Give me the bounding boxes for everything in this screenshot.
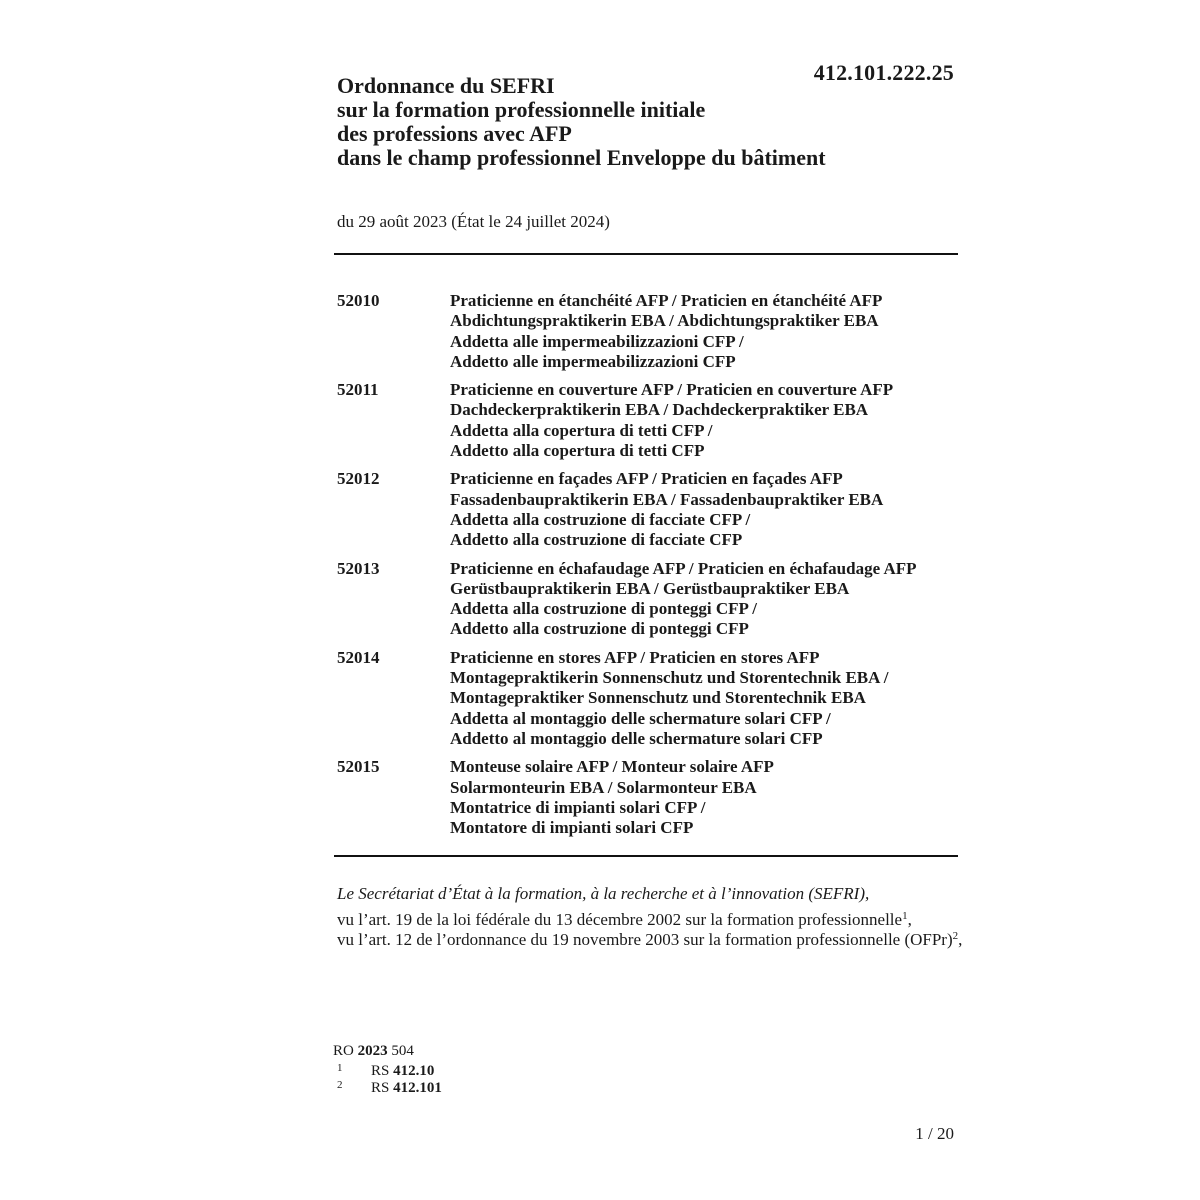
profession-name-line: Addetta alla costruzione di facciate CFP / [450, 509, 751, 529]
profession-names [450, 648, 888, 749]
title-line: des professions avec AFP [337, 121, 572, 146]
legal-basis-2 [337, 930, 967, 950]
profession-entry [337, 757, 957, 838]
profession-names [450, 469, 883, 550]
profession-name-line: Addetto alla costruzione di facciate CFP [450, 530, 743, 550]
profession-code: 52010 [337, 291, 380, 310]
profession-code: 52011 [337, 380, 379, 400]
profession-entry [337, 291, 957, 372]
footnote [337, 1080, 442, 1097]
footnote-prefix: RS [371, 1063, 390, 1079]
profession-list [337, 291, 957, 846]
footnote-number: 2 [337, 1079, 343, 1091]
legal-basis-1 [337, 910, 967, 930]
profession-name-line: Monteuse solaire AFP / Monteur solaire AFP [450, 757, 774, 777]
profession-name-line: Addetta alla copertura di tetti CFP / [450, 420, 713, 440]
footnote-text [371, 1080, 442, 1097]
profession-names [450, 380, 893, 461]
profession-name-line: Praticienne en stores AFP / Praticien en stores AFP [450, 647, 820, 667]
profession-name-line: Addetto al montaggio delle schermature solari CFP [450, 728, 823, 748]
preamble [337, 884, 967, 950]
top-divider [334, 253, 958, 255]
legal-basis-punct: , [907, 910, 912, 929]
title-line: sur la formation professionnelle initiale [337, 97, 706, 122]
profession-name-line: Montatrice di impianti solari CFP / [450, 797, 706, 817]
footnote-ref[interactable]: 2 [952, 930, 959, 942]
ro-year: 2023 [357, 1043, 388, 1059]
profession-name-line: Addetto alla copertura di tetti CFP [450, 441, 705, 461]
profession-name-line: Addetta alla costruzione di ponteggi CFP / [450, 599, 757, 619]
bottom-divider [334, 855, 958, 857]
profession-name-line: Fassadenbaupraktikerin EBA / Fassadenbaupraktiker EBA [450, 489, 884, 509]
legal-basis-punct: , [958, 930, 963, 949]
sr-number: 412.101.222.25 [813, 60, 954, 85]
ro-page: 504 [391, 1043, 414, 1059]
footnote-number: 1 [337, 1062, 343, 1074]
profession-name-line: Montatore di impianti solari CFP [450, 818, 694, 838]
date-status-line: du 29 août 2023 (État le 24 juillet 2024) [337, 212, 610, 231]
profession-entry [337, 648, 957, 749]
document-title [337, 74, 897, 170]
ro-reference [333, 1043, 414, 1060]
profession-names [450, 291, 882, 372]
profession-name-line: Addetto alla costruzione di ponteggi CFP [450, 619, 749, 639]
profession-name-line: Addetta al montaggio delle schermature solari CFP / [450, 708, 831, 728]
footnote-ref-number[interactable]: 412.101 [393, 1080, 442, 1096]
profession-name-line: Montagepraktikerin Sonnenschutz und Storentechnik EBA / [450, 668, 889, 688]
profession-code: 52012 [337, 469, 380, 489]
profession-entry [337, 380, 957, 461]
profession-code: 52015 [337, 757, 380, 777]
profession-name-line: Praticienne en étanchéité AFP / Praticien en étanchéité AFP [450, 291, 883, 310]
profession-names [450, 757, 774, 838]
profession-name-line: Abdichtungspraktikerin EBA / Abdichtungspraktiker EBA [450, 311, 879, 331]
profession-name-line: Addetta alle impermeabilizzazioni CFP / [450, 331, 744, 351]
footnotes [337, 1063, 442, 1097]
footnote-ref[interactable]: 1 [902, 910, 908, 922]
ro-prefix: RO [333, 1043, 354, 1059]
profession-name-line: Praticienne en façades AFP / Praticien en façades AFP [450, 469, 843, 489]
profession-entry [337, 559, 957, 640]
footnote-text [371, 1063, 434, 1080]
page-number: 1 / 20 [915, 1124, 954, 1143]
legal-basis-text: vu l’art. 19 de la loi fédérale du 13 décembre 2002 sur la formation professionnelle [337, 910, 903, 929]
profession-entry [337, 469, 957, 550]
title-line: dans le champ professionnel Enveloppe du bâtiment [337, 145, 826, 170]
footnote-ref-number[interactable]: 412.10 [393, 1063, 435, 1079]
legal-basis-text: vu l’art. 12 de l’ordonnance du 19 novembre 2003 sur la formation professionnelle (OFPr) [337, 930, 953, 949]
profession-name-line: Praticienne en couverture AFP / Praticien en couverture AFP [450, 380, 894, 400]
issuing-authority: Le Secrétariat d’État à la formation, à la recherche et à l’innovation (SEFRI), [337, 884, 870, 903]
profession-code: 52014 [337, 647, 380, 667]
profession-name-line: Addetto alle impermeabilizzazioni CFP [450, 351, 736, 371]
footnote-prefix: RS [371, 1080, 390, 1096]
profession-name-line: Montagepraktiker Sonnenschutz und Storentechnik EBA [450, 688, 866, 708]
profession-name-line: Gerüstbaupraktikerin EBA / Gerüstbaupraktiker EBA [450, 578, 850, 598]
title-line: Ordonnance du SEFRI [337, 73, 555, 98]
profession-code: 52013 [337, 558, 380, 578]
profession-name-line: Dachdeckerpraktikerin EBA / Dachdeckerpraktiker EBA [450, 400, 869, 420]
profession-name-line: Praticienne en échafaudage AFP / Praticien en échafaudage AFP [450, 558, 917, 578]
profession-names [450, 559, 917, 640]
profession-name-line: Solarmonteurin EBA / Solarmonteur EBA [450, 777, 757, 797]
